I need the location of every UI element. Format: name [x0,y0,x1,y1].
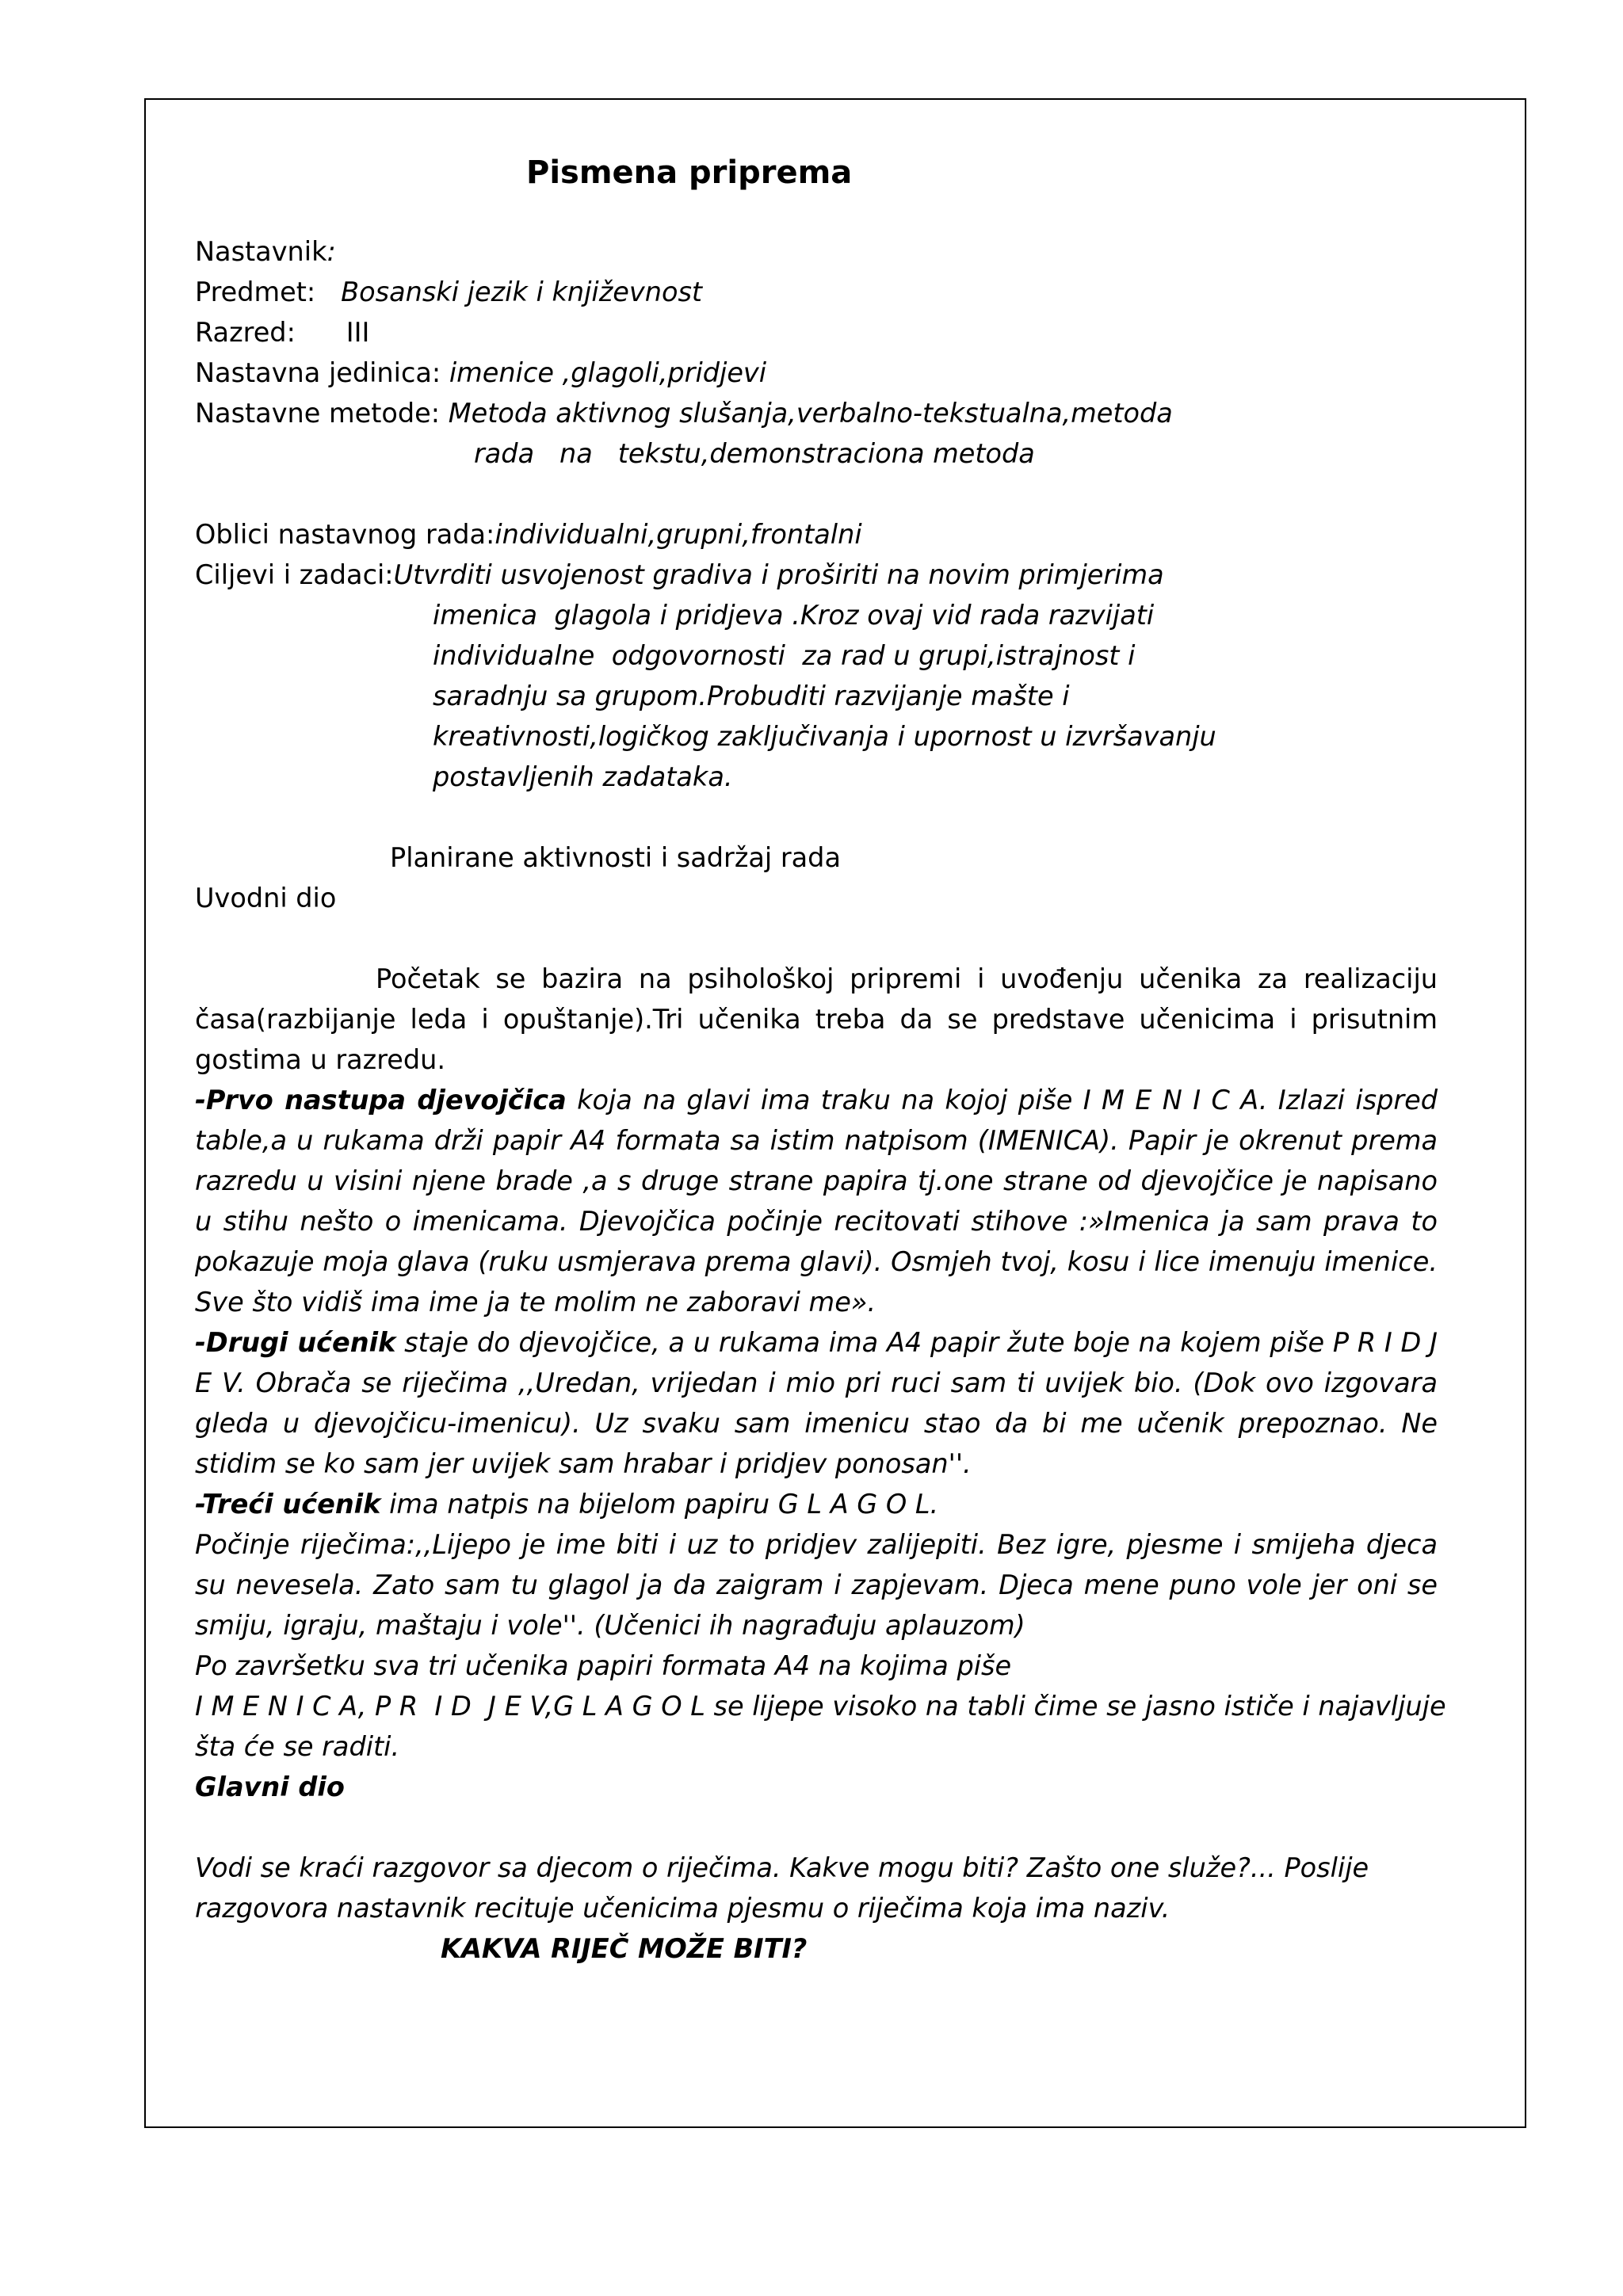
jedinica-value: imenice ,glagoli,pridjevi [449,357,767,388]
jedinica-label: Nastavna jedinica: [195,357,441,388]
metode-line [195,393,1438,433]
predmet-line [195,272,1438,312]
ciljevi-line-4: saradnju sa grupom.Probuditi razvijanje mašte i [433,681,1070,711]
ciljevi-line-5: kreativnosti,logičkog zaključivanja i upornost u izvršavanju [433,721,1216,752]
third-student-text: ima natpis na bijelom papiru G L A G O L. [380,1489,939,1520]
nastavnik-line [195,231,1438,272]
jedinica-line [195,353,1438,393]
ciljevi-label: Ciljevi i zadaci: [195,559,394,590]
third-student-paragraph [195,1484,1438,1524]
first-student-paragraph [195,1080,1438,1322]
document-title: Pismena priprema [526,154,853,191]
glavni-heading: Glavni dio [195,1772,345,1802]
document-body [195,147,1446,1969]
razred-line [195,312,1438,353]
second-student-paragraph [195,1322,1438,1484]
oblici-line [195,514,1438,555]
metode-label: Nastavne metode: [195,398,441,429]
after-line-2: I M E N I C A, P R I D J E V,G L A G O L se lijepe visoko na tabli čime se jasno ističe i najavljuje [195,1691,1446,1722]
ciljevi-line [195,555,1438,595]
first-student-bold: -Prvo nastupa djevojčica [195,1085,567,1116]
second-student-bold: -Drugi ućenik [195,1327,396,1358]
razred-label: Razred: [195,317,296,348]
first-student-text: koja na glavi ima traku na kojoj piše I M E N I C A. Izlazi ispred table,a u rukama drži papir A4 formata sa istim natpisom (IMENICA). Papir je okrenut prema razredu u visini njene brade ,a s druge strane papira tj.one strane od djevojčice je napisano u stihu nešto o imenicama. Djevojčica počinje recitovati stihove :»Imenica ja sam prava to pokazuje moja glava (ruku usmjerava prema glavi). Osmjeh tvoj, kosu i lice imenuju imenice. Sve što vidiš ima ime ja te molim ne zaboravi me». [195,1085,1438,1318]
razred-value: III [346,317,370,348]
uvodni-paragraph: Početak se bazira na psihološkoj pripremi i uvođenju učenika za realizaciju časa(razbijanje leda i opuštanje).Tri učenika treba da se predstave učenicima i prisutnim gostima u razredu. [195,963,1438,1075]
activities-heading: Planirane aktivnosti i sadržaj rada [390,842,841,873]
nastavnik-label: Nastavnik [195,236,327,267]
glavni-line-2: razgovora nastavnik recituje učenicima pjesmu o riječima koja ima naziv. [195,1893,1170,1924]
predmet-value: Bosanski jezik i književnost [341,277,703,307]
after-line-3: šta će se raditi. [195,1731,400,1762]
second-student-text: staje do djevojčice, a u rukama ima A4 papir žute boje na kojem piše P R I D J E V. Obrača se riječima ,,Uredan, vrijedan i mio pri ruci sam ti uvijek bio. (Dok ovo izgovara gleda u djevojčicu-imenicu). Uz svaku sam imenicu stao da bi me učenik prepoznao. Ne stidim se ko sam jer uvijek sam hrabar i pridjev ponosan''. [195,1327,1438,1479]
oblici-label: Oblici nastavnog rada: [195,519,495,550]
ciljevi-line-1: Utvrditi usvojenost gradiva i proširiti na novim primjerima [393,559,1164,590]
ciljevi-line-3: individualne odgovornosti za rad u grupi,istrajnost i [433,640,1136,671]
ciljevi-line-6: postavljenih zadataka. [433,761,733,792]
after-line-1: Po završetku sva tri učenika papiri formata A4 na kojima piše [195,1650,1012,1681]
third-paragraph: Počinje riječima:,,Lijepo je ime biti i uz to pridjev zalijepiti. Bez igre, pjesme i smijeha djeca su nevesela. Zato sam tu glagol ja da zaigram i zapjevam. Djeca mene puno vole jer oni se smiju, igraju, maštaju i vole''. (Učenici ih nagrađuju aplauzom) [195,1529,1438,1641]
metode-value-2: rada na tekstu,demonstraciona metoda [474,438,1035,469]
third-student-bold: -Treći ućenik [195,1489,381,1520]
uvodni-heading: Uvodni dio [195,883,337,913]
metode-value-1: Metoda aktivnog slušanja,verbalno-tekstualna,metoda [448,398,1173,429]
poem-title: KAKVA RIJEČ MOŽE BITI? [441,1933,808,1964]
ciljevi-line-2: imenica glagola i pridjeva .Kroz ovaj vid rada razvijati [433,600,1155,631]
oblici-value: individualni,grupni,frontalni [495,519,862,550]
nastavnik-colon: : [327,236,336,267]
glavni-line-1: Vodi se kraći razgovor sa djecom o riječima. Kakve mogu biti? Zašto one služe?... Poslije [195,1852,1369,1883]
predmet-label: Predmet: [195,277,316,307]
